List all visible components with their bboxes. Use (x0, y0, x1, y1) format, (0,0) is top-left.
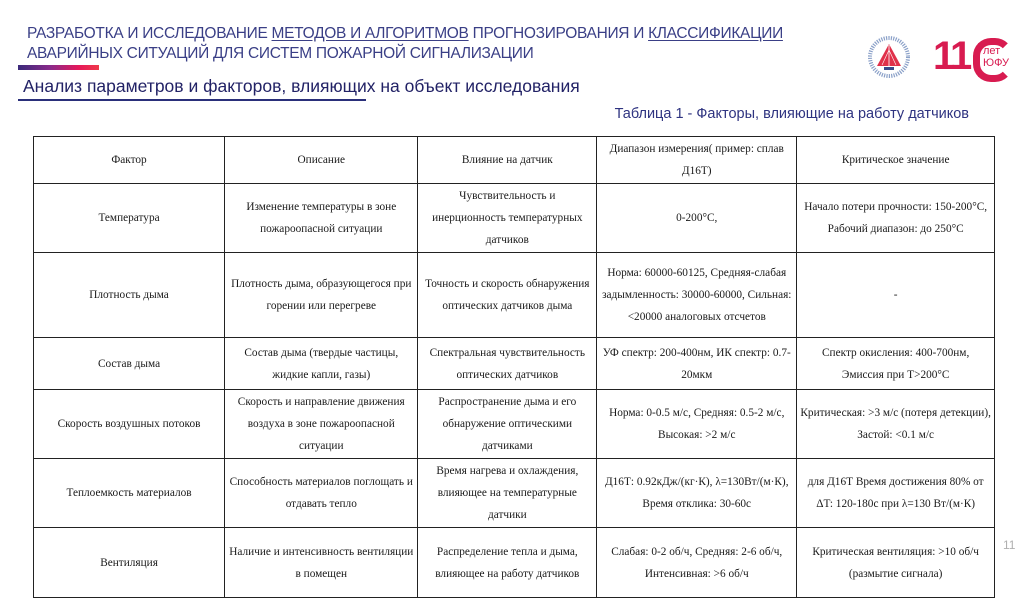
header-description: Описание (225, 137, 418, 184)
cell-description: Способность материалов поглощать и отдавать тепло (225, 459, 418, 528)
cell-description: Состав дыма (твердые частицы, жидкие капли, газы) (225, 338, 418, 390)
factors-table (33, 136, 995, 598)
slide-title (27, 24, 847, 64)
cell-description: Изменение температуры в зоне пожароопасной ситуации (225, 184, 418, 253)
cell-critical-value: Критическая вентиляция: >10 об/ч (размытие сигнала) (797, 528, 995, 598)
title-underlined-1: МЕТОДОВ И АЛГОРИТМОВ (271, 25, 469, 42)
cell-critical-value: - (797, 253, 995, 338)
table-row (34, 184, 995, 253)
table-caption: Таблица 1 - Факторы, влияющие на работу датчиков (614, 106, 969, 122)
cell-measurement-range: Норма: 60000-60125, Средняя-слабая задымленность: 30000-60000, Сильная: <20000 аналоговых отсчетов (597, 253, 797, 338)
table-row (34, 253, 995, 338)
cell-critical-value: Начало потери прочности: 150-200°С, Рабочий диапазон: до 250°С (797, 184, 995, 253)
table-header-row (34, 137, 995, 184)
anniversary-number: 11 (933, 34, 970, 78)
cell-measurement-range: Слабая: 0-2 об/ч, Средняя: 2-6 об/ч, Интенсивная: >6 об/ч (597, 528, 797, 598)
cell-factor: Температура (34, 184, 225, 253)
section-subtitle: Анализ параметров и факторов, влияющих на объект исследования (23, 76, 580, 96)
cell-critical-value: Критическая: >3 м/с (потеря детекции), Застой: <0.1 м/с (797, 390, 995, 459)
cell-measurement-range: 0-200°С, (597, 184, 797, 253)
cell-factor: Скорость воздушных потоков (34, 390, 225, 459)
subtitle-underline-divider (18, 99, 366, 101)
cell-factor: Теплоемкость материалов (34, 459, 225, 528)
logos-group (866, 34, 1016, 84)
cell-description: Плотность дыма, образующегося при горении или перегреве (225, 253, 418, 338)
table-row (34, 528, 995, 598)
cell-measurement-range: УФ спектр: 200-400нм, ИК спектр: 0.7-20мкм (597, 338, 797, 390)
cell-sensor-influence: Распределение тепла и дыма, влияющее на работу датчиков (418, 528, 597, 598)
cell-measurement-range: Норма: 0-0.5 м/с, Средняя: 0.5-2 м/с, Высокая: >2 м/с (597, 390, 797, 459)
university-emblem-icon (868, 36, 910, 78)
cell-sensor-influence: Точность и скорость обнаружения оптических датчиков дыма (418, 253, 597, 338)
accent-gradient-bar (18, 65, 99, 70)
header-critical-value: Критическое значение (797, 137, 995, 184)
cell-critical-value: для Д16Т Время достижения 80% от ΔT: 120-180с при λ=130 Вт/(м·К) (797, 459, 995, 528)
cell-sensor-influence: Время нагрева и охлаждения, влияющее на температурные датчики (418, 459, 597, 528)
anniversary-label-bottom: ЮФУ (983, 57, 1009, 69)
cell-factor: Состав дыма (34, 338, 225, 390)
cell-measurement-range: Д16Т: 0.92кДж/(кг·К), λ=130Вт/(м·К), Время отклика: 30-60с (597, 459, 797, 528)
cell-sensor-influence: Распространение дыма и его обнаружение оптическими датчиками (418, 390, 597, 459)
cell-critical-value: Спектр окисления: 400-700нм, Эмиссия при T>200°C (797, 338, 995, 390)
title-text-1: РАЗРАБОТКА И ИССЛЕДОВАНИЕ (27, 25, 272, 42)
anniversary-label-top: лет (983, 45, 1001, 57)
title-text-2: ПРОГНОЗИРОВАНИЯ И (468, 25, 649, 42)
cell-description: Скорость и направление движения воздуха в зоне пожароопасной ситуации (225, 390, 418, 459)
header-factor: Фактор (34, 137, 225, 184)
cell-factor: Вентиляция (34, 528, 225, 598)
cell-sensor-influence: Чувствительность и инерционность температурных датчиков (418, 184, 597, 253)
title-text-3: АВАРИЙНЫХ СИТУАЦИЙ ДЛЯ СИСТЕМ ПОЖАРНОЙ СИГНАЛИЗАЦИИ (27, 45, 534, 62)
table-row (34, 338, 995, 390)
cell-factor: Плотность дыма (34, 253, 225, 338)
page-number: 11 (1003, 538, 1016, 552)
table-row (34, 390, 995, 459)
header-sensor-influence: Влияние на датчик (418, 137, 597, 184)
cell-description: Наличие и интенсивность вентиляции в помещен (225, 528, 418, 598)
header-measurement-range: Диапазон измерения( пример: сплав Д16Т) (597, 137, 797, 184)
cell-sensor-influence: Спектральная чувствительность оптических датчиков (418, 338, 597, 390)
title-underlined-2: КЛАССИФИКАЦИИ (648, 25, 783, 42)
table-row (34, 459, 995, 528)
